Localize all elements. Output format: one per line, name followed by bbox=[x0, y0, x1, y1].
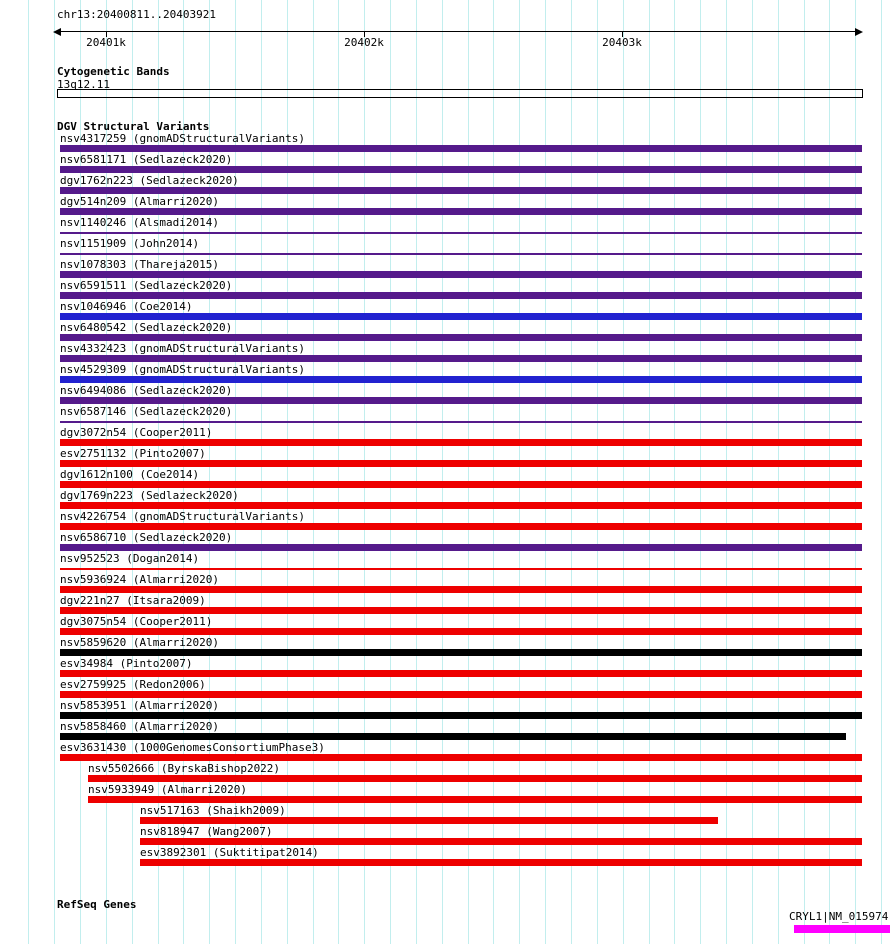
variant-label: dgv3075n54 (Cooper2011) bbox=[60, 615, 213, 628]
variant-bar[interactable] bbox=[60, 232, 862, 234]
variant-bar[interactable] bbox=[60, 439, 862, 446]
variant-bar[interactable] bbox=[60, 670, 862, 677]
variant-bar[interactable] bbox=[60, 460, 862, 467]
variant-label: esv34984 (Pinto2007) bbox=[60, 657, 193, 670]
ruler-tick-label: 20401k bbox=[86, 36, 126, 49]
region-label: chr13:20400811..20403921 bbox=[57, 8, 216, 21]
variant-bar[interactable] bbox=[60, 607, 862, 614]
variant-label: nsv818947 (Wang2007) bbox=[140, 825, 273, 838]
gene-label: CRYL1|NM_015974 bbox=[789, 910, 889, 923]
ruler-right-arrow-icon bbox=[855, 28, 863, 36]
variant-bar[interactable] bbox=[60, 544, 862, 551]
variant-bar[interactable] bbox=[60, 208, 862, 215]
variant-label: nsv5936924 (Almarri2020) bbox=[60, 573, 219, 586]
ruler-tick-label: 20403k bbox=[602, 36, 642, 49]
variant-label: nsv4332423 (gnomADStructuralVariants) bbox=[60, 342, 306, 355]
variant-bar[interactable] bbox=[60, 754, 862, 761]
ruler-tick-label: 20402k bbox=[344, 36, 384, 49]
variant-label: nsv4226754 (gnomADStructuralVariants) bbox=[60, 510, 306, 523]
variant-label: dgv1762n223 (Sedlazeck2020) bbox=[60, 174, 239, 187]
variant-bar[interactable] bbox=[60, 376, 862, 383]
variant-label: nsv4529309 (gnomADStructuralVariants) bbox=[60, 363, 306, 376]
variant-label: nsv4317259 (gnomADStructuralVariants) bbox=[60, 132, 306, 145]
variant-label: nsv6494086 (Sedlazeck2020) bbox=[60, 384, 233, 397]
variant-bar[interactable] bbox=[140, 859, 862, 866]
variant-label: dgv514n209 (Almarri2020) bbox=[60, 195, 219, 208]
cytoband-band[interactable] bbox=[57, 89, 863, 98]
variant-label: dgv221n27 (Itsara2009) bbox=[60, 594, 206, 607]
cytobands-section-title: Cytogenetic Bands bbox=[57, 65, 170, 78]
variant-bar[interactable] bbox=[60, 691, 862, 698]
variant-bar[interactable] bbox=[60, 292, 862, 299]
variant-bar[interactable] bbox=[60, 397, 862, 404]
variant-label: esv2751132 (Pinto2007) bbox=[60, 447, 206, 460]
variant-bar[interactable] bbox=[140, 838, 862, 845]
variant-bar[interactable] bbox=[60, 586, 862, 593]
variant-label: dgv3072n54 (Cooper2011) bbox=[60, 426, 213, 439]
cytoband-label: 13q12.11 bbox=[57, 78, 110, 91]
gene-bar[interactable] bbox=[794, 925, 890, 933]
variant-label: nsv5502666 (ByrskaBishop2022) bbox=[88, 762, 281, 775]
variant-label: nsv1046946 (Coe2014) bbox=[60, 300, 193, 313]
variant-bar[interactable] bbox=[60, 628, 862, 635]
variant-label: nsv5859620 (Almarri2020) bbox=[60, 636, 219, 649]
ruler-line bbox=[57, 31, 861, 32]
variant-bar[interactable] bbox=[60, 253, 862, 255]
variant-label: nsv6480542 (Sedlazeck2020) bbox=[60, 321, 233, 334]
genes-section-title: RefSeq Genes bbox=[57, 898, 137, 911]
variant-bar[interactable] bbox=[88, 775, 862, 782]
variant-label: esv3892301 (Suktitipat2014) bbox=[140, 846, 319, 859]
variant-label: nsv6591511 (Sedlazeck2020) bbox=[60, 279, 233, 292]
variant-bar[interactable] bbox=[60, 712, 862, 719]
variant-label: nsv517163 (Shaikh2009) bbox=[140, 804, 286, 817]
variant-label: dgv1612n100 (Coe2014) bbox=[60, 468, 200, 481]
variant-label: nsv6581171 (Sedlazeck2020) bbox=[60, 153, 233, 166]
variant-bar[interactable] bbox=[60, 271, 862, 278]
variant-bar[interactable] bbox=[60, 355, 862, 362]
variant-bar[interactable] bbox=[88, 796, 862, 803]
variant-bar[interactable] bbox=[140, 817, 718, 824]
variant-bar[interactable] bbox=[60, 421, 862, 423]
variant-label: nsv6586710 (Sedlazeck2020) bbox=[60, 531, 233, 544]
variant-bar[interactable] bbox=[60, 649, 862, 656]
variant-bar[interactable] bbox=[60, 502, 862, 509]
variant-label: esv2759925 (Redon2006) bbox=[60, 678, 206, 691]
variant-label: nsv1151909 (John2014) bbox=[60, 237, 200, 250]
variant-bar[interactable] bbox=[60, 145, 862, 152]
variant-bar[interactable] bbox=[60, 187, 862, 194]
variant-label: nsv952523 (Dogan2014) bbox=[60, 552, 200, 565]
variant-bar[interactable] bbox=[60, 166, 862, 173]
variants-section-title: DGV Structural Variants bbox=[57, 120, 210, 133]
variant-label: nsv5858460 (Almarri2020) bbox=[60, 720, 219, 733]
variant-label: esv3631430 (1000GenomesConsortiumPhase3) bbox=[60, 741, 325, 754]
variant-label: nsv1078303 (Thareja2015) bbox=[60, 258, 219, 271]
variant-label: nsv1140246 (Alsmadi2014) bbox=[60, 216, 219, 229]
variant-label: nsv5933949 (Almarri2020) bbox=[88, 783, 247, 796]
variant-bar[interactable] bbox=[60, 523, 862, 530]
ruler-left-arrow-icon bbox=[53, 28, 61, 36]
variant-bar[interactable] bbox=[60, 334, 862, 341]
variant-bar[interactable] bbox=[60, 313, 862, 320]
variant-label: dgv1769n223 (Sedlazeck2020) bbox=[60, 489, 239, 502]
variant-bar[interactable] bbox=[60, 733, 846, 740]
variant-bar[interactable] bbox=[60, 481, 862, 488]
variant-label: nsv6587146 (Sedlazeck2020) bbox=[60, 405, 233, 418]
variant-label: nsv5853951 (Almarri2020) bbox=[60, 699, 219, 712]
variant-bar[interactable] bbox=[60, 568, 862, 570]
